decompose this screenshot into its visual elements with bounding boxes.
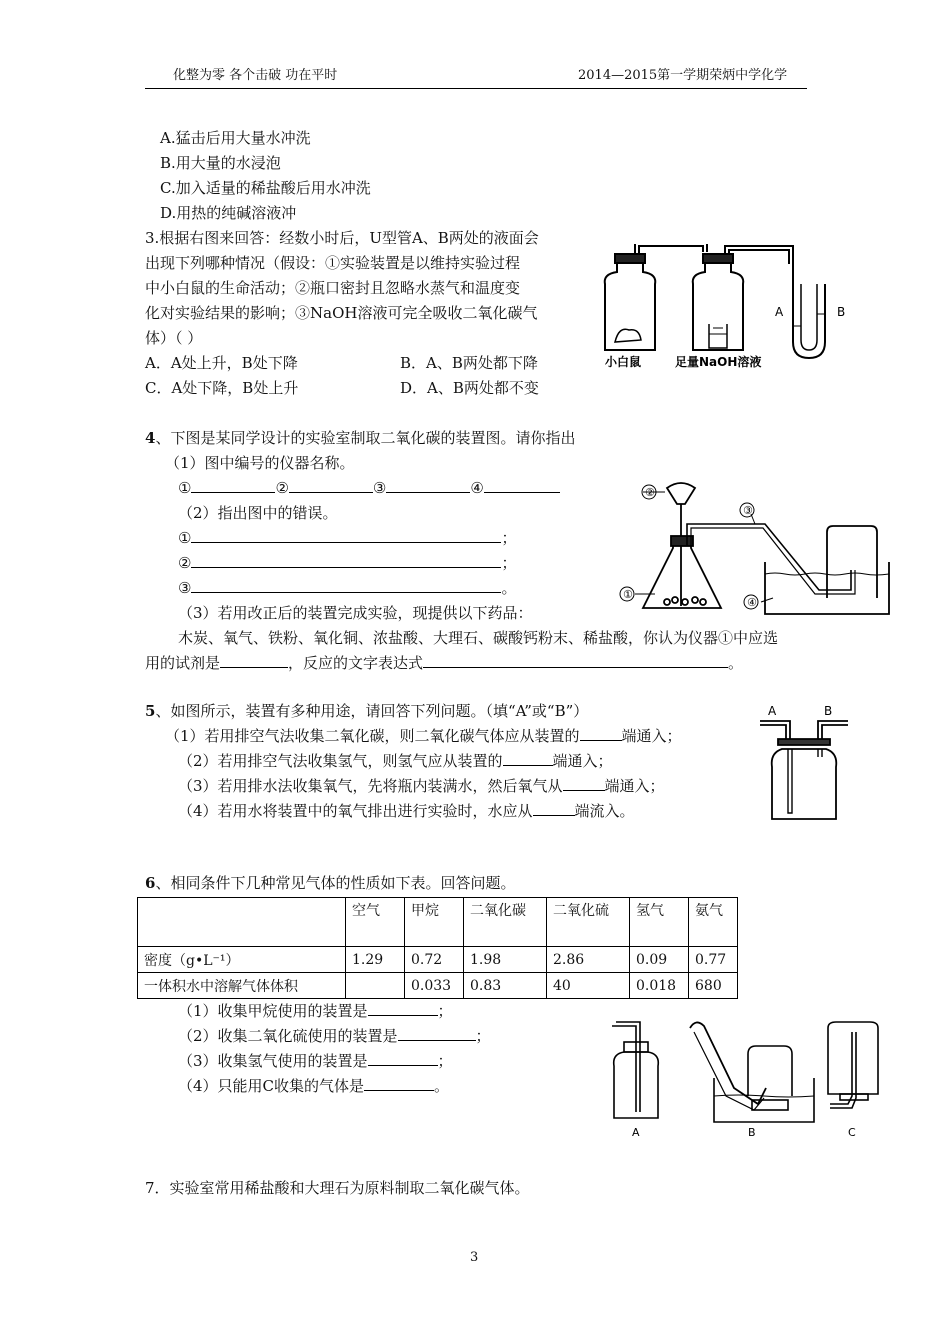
q5-blank-2[interactable] xyxy=(503,751,553,766)
q3-line-4: 化对实验结果的影响；③NaOH溶液可完全吸收二氧化碳气 xyxy=(145,304,538,322)
funnel xyxy=(667,483,695,504)
q4-blank-3[interactable] xyxy=(386,478,470,493)
u-tube xyxy=(793,264,825,358)
q4-error-3: ③ 。 xyxy=(178,579,517,597)
q4-error-blank-2[interactable] xyxy=(191,553,501,568)
table-cell: 密度（g•L⁻¹） xyxy=(138,947,346,973)
q6-item-3: （3）收集氢气使用的装置是 ； xyxy=(178,1052,453,1070)
q4-text-2: 用的试剂是 ，反应的文字表达式 。 xyxy=(145,654,744,672)
table-cell: 680 xyxy=(689,973,738,999)
q5-item-2: （2）若用排空气法收集氢气，则氢气应从装置的 端通入； xyxy=(178,752,613,770)
table-cell: 一体积水中溶解气体体积 xyxy=(138,973,346,999)
q4-sub3: （3）若用改正后的装置完成实验，现提供以下药品： xyxy=(178,604,533,622)
q3-option-b: B．A、B两处都下降 xyxy=(400,354,538,372)
q3-line-2: 出现下列哪种情况（假设：①实验装置是以维持实验过程 xyxy=(145,254,521,272)
table-header-cell: 空气 xyxy=(346,898,405,947)
table-cell: 0.018 xyxy=(630,973,689,999)
q3-option-d: D．A、B两处都不变 xyxy=(400,379,539,397)
q4-co2-apparatus-figure xyxy=(615,478,895,622)
q4-error-1: ① ； xyxy=(178,529,517,547)
q4-error-blank-1[interactable] xyxy=(191,528,501,543)
q4-text-1: 木炭、氧气、铁粉、氧化铜、浓盐酸、大理石、碳酸钙粉末、稀盐酸，你认为仪器①中应选 xyxy=(178,629,779,647)
q7-text: 7．实验室常用稀盐酸和大理石为原料制取二氧化碳气体。 xyxy=(145,1179,530,1197)
table-cell: 0.77 xyxy=(689,947,738,973)
table-header-cell: 二氧化硫 xyxy=(547,898,630,947)
q6-blank-4[interactable] xyxy=(364,1076,434,1091)
q2-option-a: A.猛击后用大量水冲洗 xyxy=(160,129,311,147)
table-header-cell: 氢气 xyxy=(630,898,689,947)
q4-reagent-blank[interactable] xyxy=(220,653,288,668)
q3-line-5: 体）（ ） xyxy=(145,329,203,347)
fig-label-b: B xyxy=(748,1126,756,1139)
fig-label-a: A xyxy=(632,1126,640,1139)
fig-num-4: ④ xyxy=(747,596,757,609)
bottle-body xyxy=(772,749,837,819)
q4-blank-4[interactable] xyxy=(484,478,560,493)
table-cell: 0.72 xyxy=(405,947,464,973)
q3-option-a: A．A处上升，B处下降 xyxy=(145,354,298,372)
apparatus-c xyxy=(828,1022,878,1094)
table-cell: 1.29 xyxy=(346,947,405,973)
fig-label-b: B xyxy=(824,705,833,718)
table-cell: 0.09 xyxy=(630,947,689,973)
table-cell: 0.83 xyxy=(464,973,547,999)
q2-option-c: C.加入适量的稀盐酸后用水冲洗 xyxy=(160,179,371,197)
q4-error-blank-3[interactable] xyxy=(191,578,501,593)
table-header-cell: 甲烷 xyxy=(405,898,464,947)
fig-label-c: C xyxy=(848,1126,856,1139)
table-row xyxy=(138,947,738,973)
table-row xyxy=(138,973,738,999)
q5-blank-4[interactable] xyxy=(533,801,575,816)
q6-blank-3[interactable] xyxy=(368,1051,438,1066)
table-header-row xyxy=(138,898,738,947)
q5-item-4: （4）若用水将装置中的氧气排出进行实验时，水应从 端流入。 xyxy=(178,802,635,820)
q4-sub2: （2）指出图中的错误。 xyxy=(178,504,338,522)
q4-sub1: （1）图中编号的仪器名称。 xyxy=(165,454,355,472)
naoh-bottle xyxy=(693,262,744,350)
q5-gas-bottle-figure xyxy=(760,705,850,823)
q6-blank-1[interactable] xyxy=(368,1001,438,1016)
table-cell: 0.033 xyxy=(405,973,464,999)
gas-properties-table xyxy=(137,897,738,999)
q4-title: 4、下图是某同学设计的实验室制取二氧化碳的装置图。请你指出 xyxy=(145,429,576,447)
q2-option-b: B.用大量的水浸泡 xyxy=(160,154,281,172)
q4-error-2: ② ； xyxy=(178,554,517,572)
q5-item-1: （1）若用排空气法收集二氧化碳，则二氧化碳气体应从装置的 端通入； xyxy=(165,727,682,745)
q3-line-1: 3.根据右图来回答：经数小时后，U型管A、B两处的液面会 xyxy=(145,229,539,247)
table-header-cell xyxy=(138,898,346,947)
q3-apparatus-figure xyxy=(595,244,855,372)
page-number: 3 xyxy=(470,1250,479,1265)
q5-blank-3[interactable] xyxy=(563,776,605,791)
gas-jar xyxy=(827,526,877,598)
label-b: B xyxy=(837,305,846,319)
q4-blank-2[interactable] xyxy=(289,478,373,493)
table-header-cell: 氨气 xyxy=(689,898,738,947)
table-header-cell: 二氧化碳 xyxy=(464,898,547,947)
label-naoh: 足量NaOH溶液 xyxy=(675,355,762,369)
fig-num-1: ① xyxy=(623,588,633,601)
q6-collection-apparatus-figure xyxy=(608,1018,888,1140)
fig-num-2: ② xyxy=(645,486,655,499)
header-left: 化整为零 各个击破 功在平时 xyxy=(173,68,338,83)
header-right: 2014—2015第一学期荣炳中学化学 xyxy=(578,68,788,83)
q6-item-4: （4）只能用C收集的气体是 。 xyxy=(178,1077,450,1095)
label-a: A xyxy=(775,305,784,319)
q5-blank-1[interactable] xyxy=(580,726,622,741)
table-cell: 40 xyxy=(547,973,630,999)
q3-line-3: 中小白鼠的生命活动；②瓶口密封且忽略水蒸气和温度变 xyxy=(145,279,521,297)
q2-option-d: D.用热的纯碱溶液冲 xyxy=(160,204,297,222)
label-mouse: 小白鼠 xyxy=(605,355,642,369)
q6-title: 6、相同条件下几种常见气体的性质如下表。回答问题。 xyxy=(145,874,516,892)
fig-num-3: ③ xyxy=(743,504,753,517)
mouse-shape xyxy=(615,329,641,342)
q3-option-c: C．A处下降，B处上升 xyxy=(145,379,299,397)
q6-item-1: （1）收集甲烷使用的装置是 ； xyxy=(178,1002,453,1020)
table-cell: 2.86 xyxy=(547,947,630,973)
q4-name-blanks: ① ② ③ ④ xyxy=(178,478,560,498)
mouse-bottle xyxy=(605,262,656,350)
q5-item-3: （3）若用排水法收集氧气，先将瓶内装满水，然后氧气从 端通入； xyxy=(178,777,665,795)
q5-title: 5、如图所示，装置有多种用途，请回答下列问题。（填“A”或“B”） xyxy=(145,702,589,720)
q6-item-2: （2）收集二氧化硫使用的装置是 ； xyxy=(178,1027,491,1045)
table-cell: 1.98 xyxy=(464,947,547,973)
q4-blank-1[interactable] xyxy=(191,478,275,493)
header-rule xyxy=(145,88,807,89)
table-cell xyxy=(346,973,405,999)
q6-blank-2[interactable] xyxy=(398,1026,476,1041)
q4-equation-blank[interactable] xyxy=(423,653,728,668)
fig-label-a: A xyxy=(768,705,777,718)
